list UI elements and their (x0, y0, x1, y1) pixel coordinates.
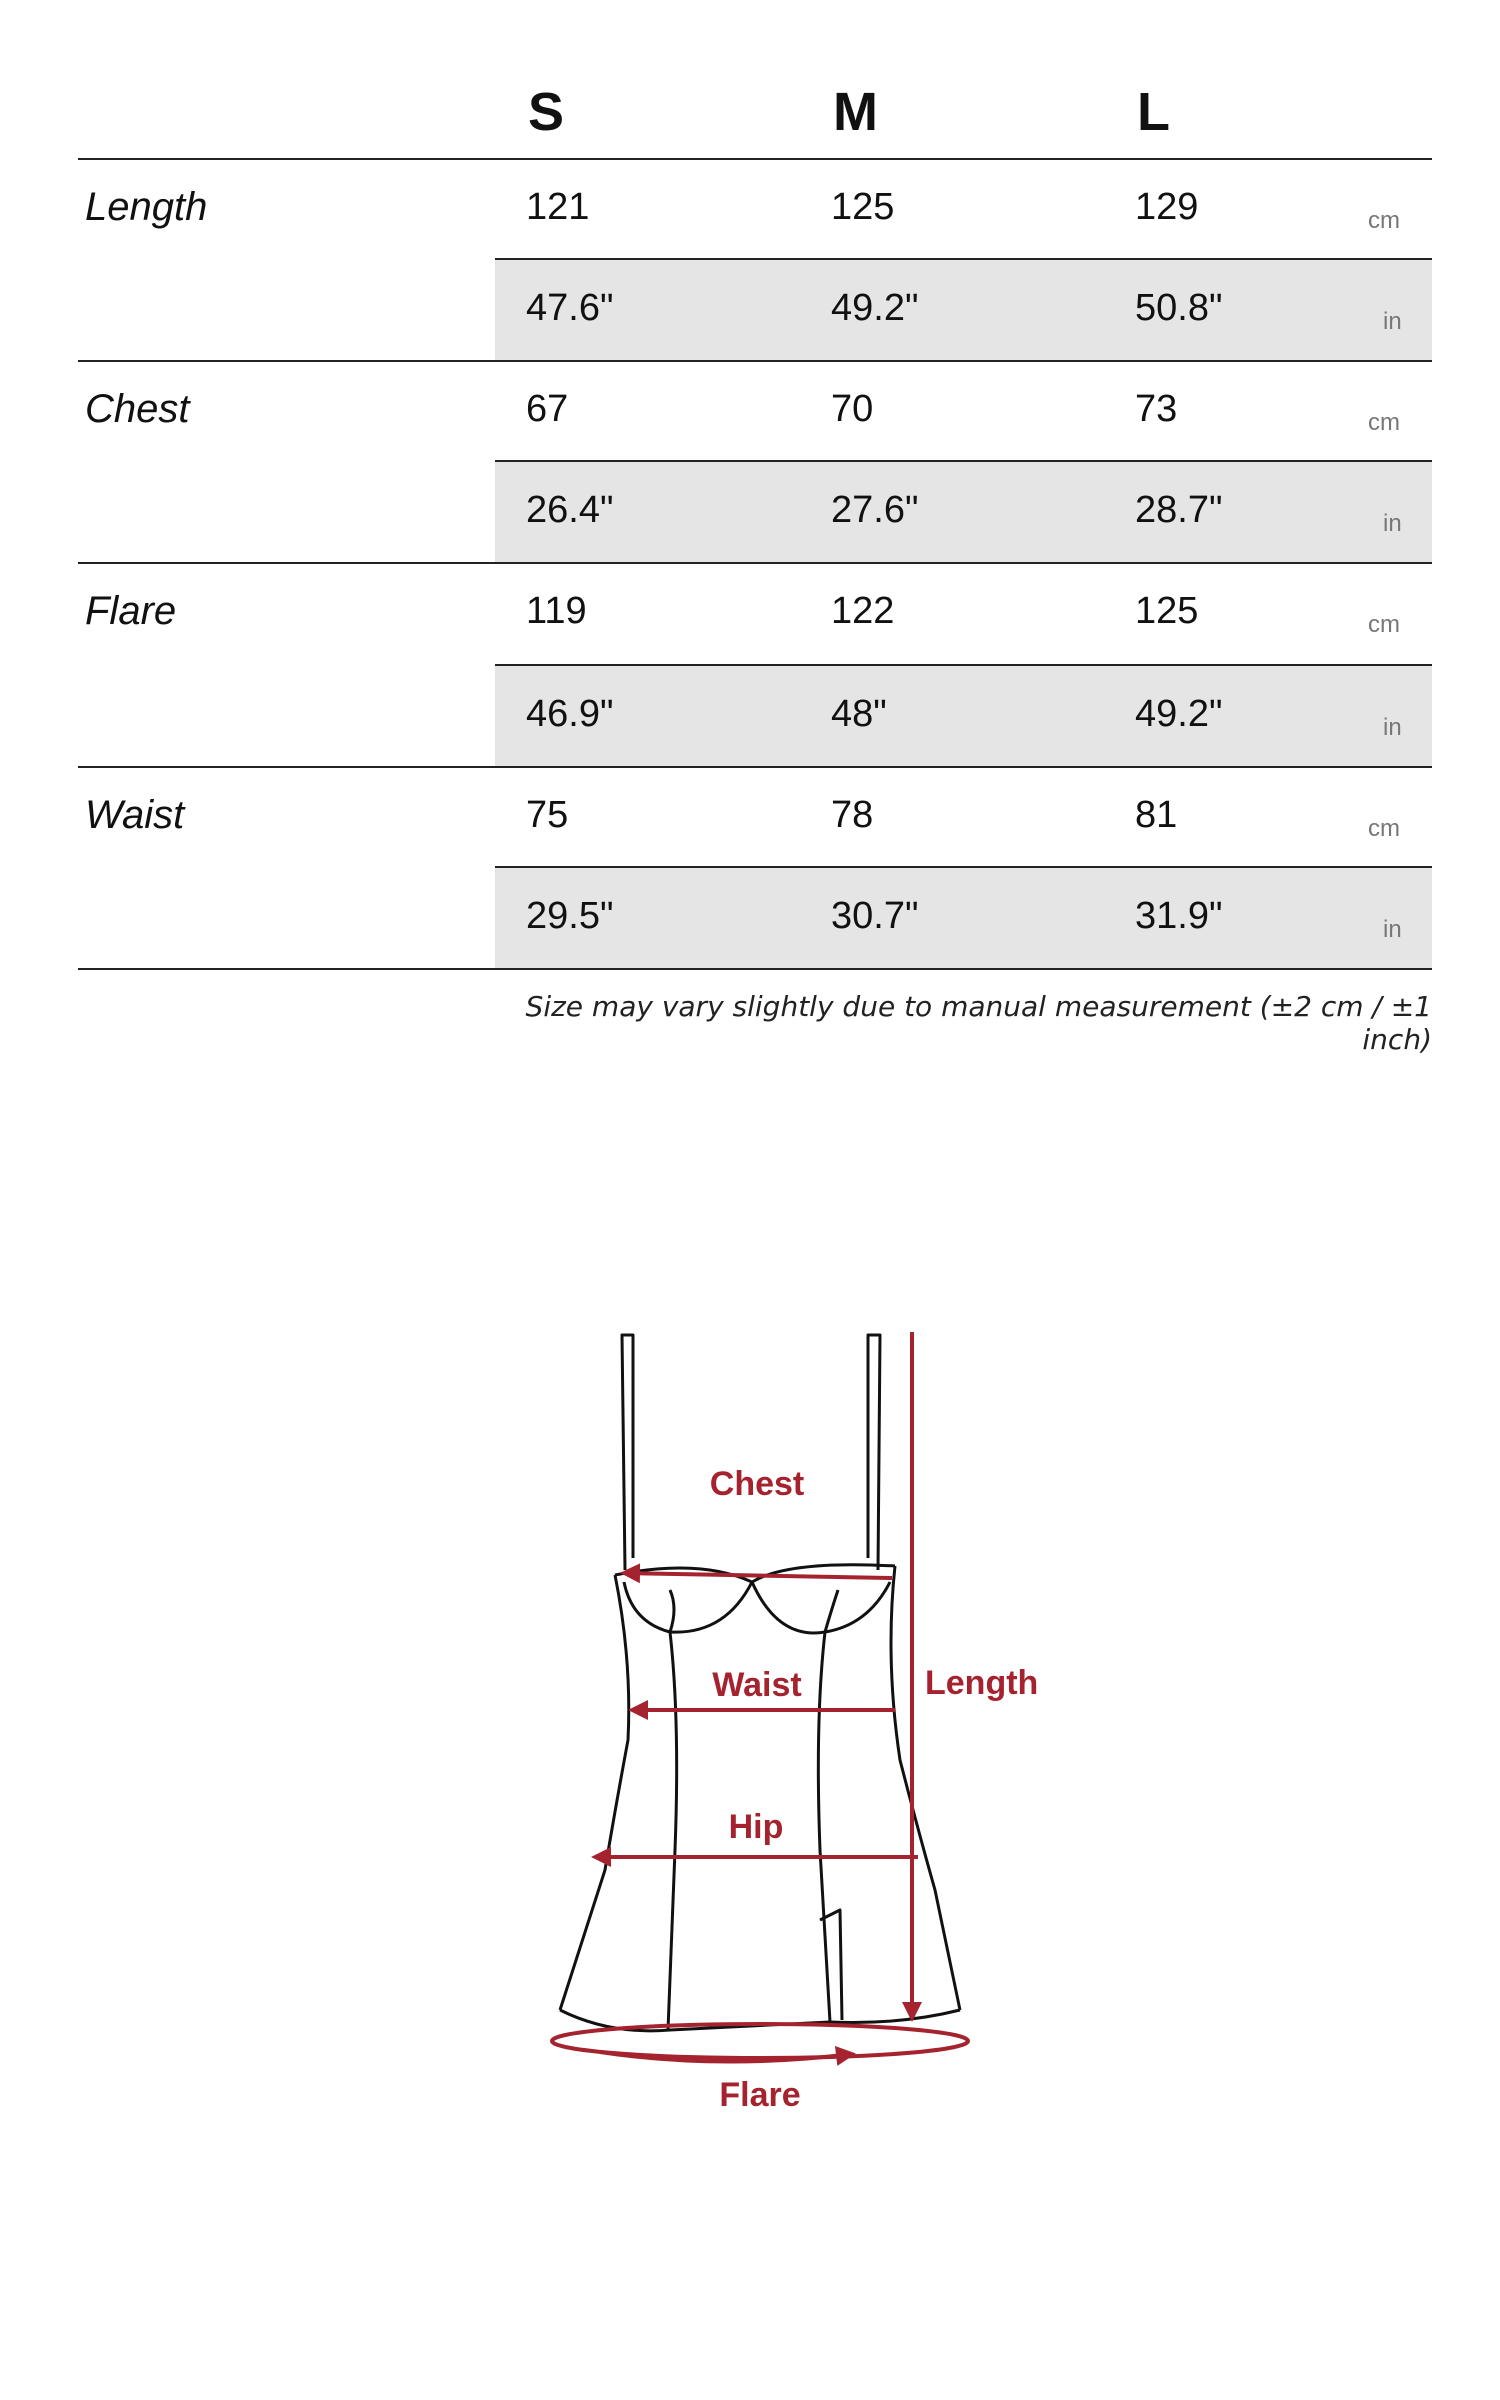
unit-label-cm: cm (1368, 207, 1400, 234)
size-header-l: L (1137, 82, 1170, 142)
flare-label: Flare (719, 2076, 801, 2114)
group-divider (78, 766, 1432, 768)
table-cell: 78 (831, 794, 874, 836)
table-cell: 73 (1135, 388, 1178, 430)
right-side-seam (891, 1566, 960, 2010)
table-cell: 75 (526, 794, 569, 836)
inch-row-background (495, 462, 1432, 562)
inch-row-background (495, 666, 1432, 766)
unit-label-in: in (1383, 916, 1402, 943)
left-strap (622, 1335, 633, 1570)
header-divider (78, 158, 1432, 160)
right-strap (868, 1335, 880, 1570)
left-cup-seam (670, 1590, 674, 1632)
measurement-disclaimer: Size may vary slightly due to manual measurement (±2 cm / ±1 inch) (525, 990, 1432, 1056)
unit-label-cm: cm (1368, 611, 1400, 638)
inch-row-background (495, 868, 1432, 968)
table-cell: 26.4" (526, 489, 614, 531)
row-label-flare: Flare (85, 589, 177, 633)
unit-label-cm: cm (1368, 409, 1400, 436)
unit-label-in: in (1383, 510, 1402, 537)
inch-row-background (495, 260, 1432, 360)
unit-label-in: in (1383, 714, 1402, 741)
chest-label: Chest (709, 1465, 805, 1503)
table-cell: 27.6" (831, 489, 919, 531)
right-cup (752, 1582, 890, 1633)
table-cell: 122 (831, 590, 895, 632)
size-header-m: M (833, 82, 878, 142)
dress-measurement-diagram (520, 1290, 1060, 2140)
table-cell: 46.9" (526, 693, 614, 735)
table-cell: 125 (831, 186, 895, 228)
table-cell: 49.2" (831, 287, 919, 329)
right-cup-seam (825, 1590, 838, 1632)
table-cell: 129 (1135, 186, 1199, 228)
table-cell: 28.7" (1135, 489, 1223, 531)
unit-label-in: in (1383, 308, 1402, 335)
chest-arrow (624, 1573, 892, 1578)
group-divider (78, 360, 1432, 362)
table-cell: 47.6" (526, 287, 614, 329)
hip-label: Hip (728, 1808, 784, 1846)
table-bottom-rule (78, 968, 1432, 970)
unit-label-cm: cm (1368, 815, 1400, 842)
table-cell: 31.9" (1135, 895, 1223, 937)
group-divider (78, 562, 1432, 564)
left-side-seam (560, 1575, 629, 2010)
row-label-length: Length (85, 185, 208, 229)
table-cell: 121 (526, 186, 590, 228)
table-cell: 48" (831, 693, 887, 735)
right-princess-seam (818, 1632, 830, 2022)
table-cell: 49.2" (1135, 693, 1223, 735)
waist-label: Waist (712, 1666, 802, 1704)
table-cell: 70 (831, 388, 874, 430)
length-label: Length (925, 1664, 1039, 1702)
table-cell: 125 (1135, 590, 1199, 632)
table-cell: 30.7" (831, 895, 919, 937)
size-header-s: S (528, 82, 565, 142)
row-label-chest: Chest (85, 387, 190, 431)
row-label-waist: Waist (85, 793, 185, 837)
table-cell: 67 (526, 388, 569, 430)
table-cell: 29.5" (526, 895, 614, 937)
table-cell: 119 (526, 590, 587, 632)
table-cell: 81 (1135, 794, 1178, 836)
measurement-labels (710, 1465, 1039, 2114)
table-cell: 50.8" (1135, 287, 1223, 329)
left-princess-seam (668, 1632, 677, 2030)
left-cup (624, 1582, 752, 1632)
